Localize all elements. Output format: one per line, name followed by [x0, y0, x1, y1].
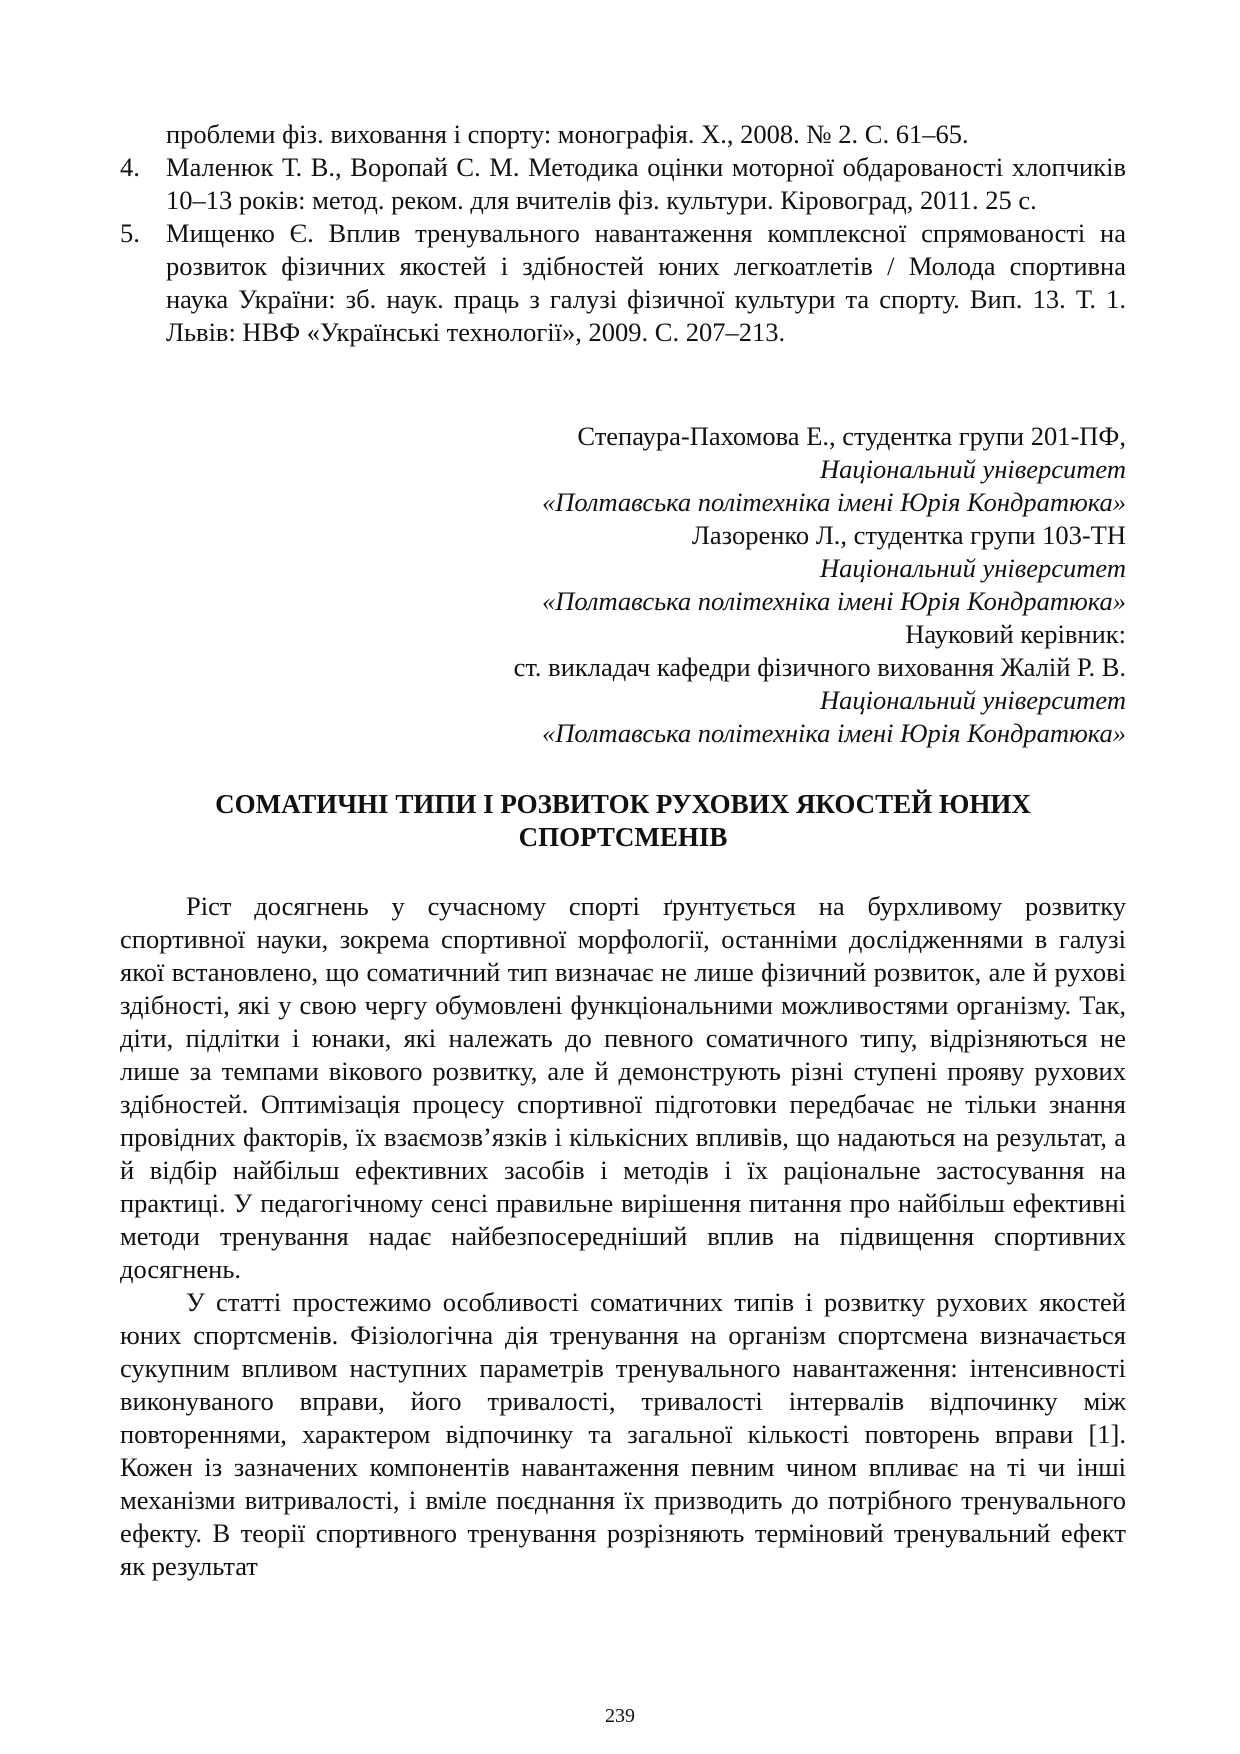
supervisor-line: ст. викладач кафедри фізичного виховання Жалій Р. В.: [513, 652, 1126, 682]
supervisor-label: Науковий керівник:: [905, 619, 1126, 649]
reference-item: [120, 217, 1126, 349]
reference-list: [120, 118, 1126, 349]
body-paragraph: Ріст досягнень у сучасному спорті ґрунтується на бурхливому розвитку спортивної науки, зокрема спортивної морфології, останніми дослідженнями в галузі якої встановлено, що соматичний тип визначає не лише фізичний розвиток, але й рухові здібності, які у свою чергу обумовлені функціональними можливостями організму. Так, діти, підлітки і юнаки, які належать до певного соматичного типу, відрізняються не лише за темпами вікового розвитку, але й демонструють різні ступені прояву рухових здібностей. Оптимізація процесу спортивної підготовки передбачає не тільки знання провідних факторів, їх взаємозв’язків і кількісних впливів, що надаються на результат, а й відбір найбільш ефективних засобів і методів і їх раціональне застосування на практиці. У педагогічному сенсі правильне вирішення питання про найбільш ефективні методи тренування надає найбезпосередніший вплив на підвищення спортивних досягнень.: [120, 891, 1126, 1284]
body-paragraph: У статті простежимо особливості соматичних типів і розвитку рухових якостей юних спортсменів. Фізіологічна дія тренування на організм спортсмена визначається сукупним впливом наступних параметрів тренувального навантаження: інтенсивності виконуваного вправи, його тривалості, тривалості інтервалів відпочинку між повтореннями, характером відпочинку та загальної кількості повторень вправи [1]. Кожен із зазначених компонентів навантаження певним чином впливає на ті чи інші механізми витривалості, і вміле поєднання їх призводить до потрібного тренувального ефекту. В теорії спортивного тренування розрізняють терміновий тренувальний ефект як результат: [120, 1287, 1126, 1581]
affiliation-line: «Полтавська політехніка імені Юрія Кондратюка»: [541, 487, 1126, 517]
author-block: [514, 420, 1126, 750]
reference-continuation: проблеми фіз. виховання і спорту: монографія. Х., 2008. № 2. С. 61–65.: [166, 119, 969, 149]
author-line: Лазоренко Л., студентка групи 103-ТН: [691, 520, 1126, 550]
reference-number: 5.: [120, 218, 140, 248]
author-line: Степаура-Пахомова Е., студентка групи 201-ПФ,: [577, 421, 1126, 451]
reference-number: 4.: [120, 152, 140, 182]
affiliation-line: Національний університет: [819, 454, 1126, 484]
affiliation-line: Національний університет: [819, 685, 1126, 715]
affiliation-line: Національний університет: [819, 553, 1126, 583]
title-line: СОМАТИЧНІ ТИПИ І РОЗВИТОК РУХОВИХ ЯКОСТЕЙ ЮНИХ: [215, 789, 1031, 819]
title-line: СПОРТСМЕНІВ: [518, 822, 728, 852]
affiliation-line: «Полтавська політехніка імені Юрія Кондратюка»: [541, 586, 1126, 616]
reference-item: [120, 151, 1126, 217]
affiliation-line: «Полтавська політехніка імені Юрія Кондратюка»: [541, 718, 1126, 748]
reference-text: Мищенко Є. Вплив тренувального навантаження комплексної спрямованості на розвиток фізичних якостей і здібностей юних легкоатлетів / Молода спортивна наука України: зб. наук. праць з галузі фізичної культури та спорту. Вип. 13. Т. 1. Львів: НВФ «Українські технології», 2009. С. 207–213.: [166, 218, 1126, 347]
page-number: 239: [605, 1705, 635, 1727]
reference-text: Маленюк Т. В., Воропай С. М. Методика оцінки моторної обдарованості хлопчиків 10–13 років: метод. реком. для вчителів фіз. культури. Кіровоград, 2011. 25 с.: [166, 152, 1126, 215]
article-title: [120, 788, 1126, 854]
article-body: [120, 890, 1126, 1583]
